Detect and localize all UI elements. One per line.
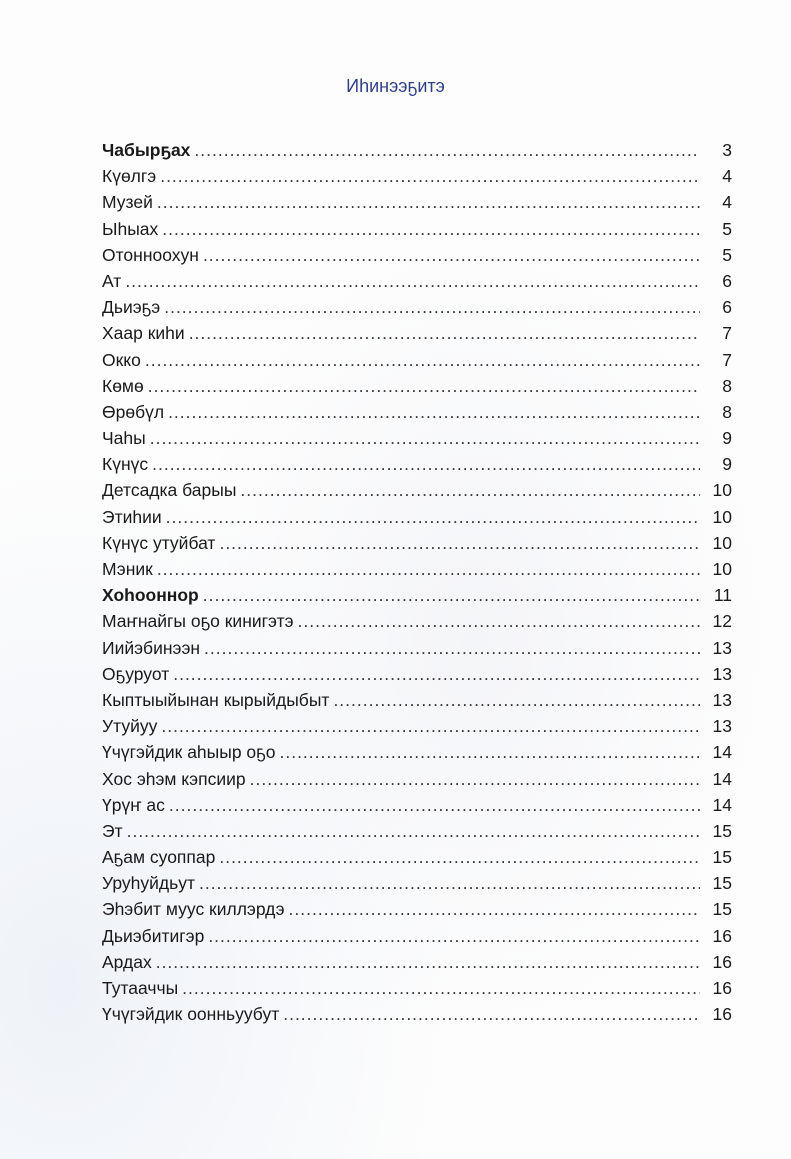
toc-page-number: 15: [712, 899, 732, 920]
toc-entry: [102, 611, 732, 637]
toc-section-entry: [102, 585, 732, 611]
toc-dot-leader: [194, 140, 700, 161]
toc-entry-label: Үчүгэйдик аһыыр оҕо: [102, 742, 276, 763]
toc-dot-leader: [208, 926, 700, 947]
toc-entry: [102, 245, 732, 271]
toc-dot-leader: [160, 166, 700, 187]
toc-entry: [102, 376, 732, 402]
toc-page-number: 16: [712, 951, 732, 972]
toc-entry: [102, 507, 732, 533]
toc-entry: [102, 690, 732, 716]
toc-page-number: 7: [722, 323, 732, 344]
toc-page-number: 16: [712, 925, 732, 946]
toc-entry: [102, 428, 732, 454]
toc-dot-leader: [283, 1004, 700, 1025]
toc-entry-label: Дьиэҕэ: [102, 297, 161, 318]
toc-entry-label: Иийэбинээн: [102, 637, 201, 658]
toc-page-number: 5: [722, 244, 732, 265]
toc-entry: [102, 821, 732, 847]
toc-dot-leader: [182, 978, 700, 999]
toc-entry-label: Күнүс утуйбат: [102, 532, 216, 553]
toc-dot-leader: [168, 402, 700, 423]
toc-page-number: 6: [722, 297, 732, 318]
toc-page-number: 11: [713, 585, 732, 606]
toc-entry: [102, 297, 732, 323]
toc-entry-label: Этиһии: [102, 506, 162, 527]
toc-entry-label: Мэник: [102, 559, 153, 579]
toc-page-number: 10: [712, 532, 732, 553]
toc-dot-leader: [145, 350, 700, 371]
toc-dot-leader: [127, 821, 700, 842]
toc-entry-label: Үчүгэйдик оонньуубут: [102, 1004, 280, 1025]
toc-dot-leader: [125, 271, 700, 292]
toc-entry-label: Дьиэбитигэр: [102, 925, 205, 946]
page-title: Иһинээҕитэ: [346, 76, 445, 96]
toc-dot-leader: [203, 585, 700, 606]
toc-page-number: 14: [712, 742, 732, 763]
toc-dot-leader: [189, 323, 700, 344]
toc-page-number: 8: [722, 401, 732, 422]
toc-page-number: 10: [712, 480, 732, 501]
toc-entry: [102, 952, 732, 978]
toc-entry-label: Эһэбит муус киллэрдэ: [102, 899, 285, 920]
toc-entry: [102, 559, 732, 585]
toc-dot-leader: [173, 664, 700, 685]
toc-dot-leader: [148, 376, 700, 397]
toc-dot-leader: [169, 795, 700, 816]
toc-entry: [102, 192, 732, 218]
toc-dot-leader: [279, 742, 700, 763]
toc-dot-leader: [166, 507, 700, 528]
toc-entry-label: Чабырҕах: [102, 140, 191, 160]
toc-page-number: 3: [722, 140, 732, 160]
toc-entry: [102, 166, 732, 192]
toc-page-number: 5: [722, 218, 732, 239]
toc-entry: [102, 402, 732, 428]
toc-dot-leader: [156, 952, 700, 973]
toc-entry: [102, 664, 732, 690]
toc-entry-label: Уруһуйдьут: [102, 873, 195, 894]
toc-entry-label: Маҥнайгы оҕо кинигэтэ: [102, 611, 294, 632]
toc-page-number: 16: [712, 978, 732, 998]
toc-entry-label: Оҕуруот: [102, 663, 170, 684]
toc-dot-leader: [203, 245, 700, 266]
toc-entry: [102, 978, 732, 1004]
toc-entry-label: Көмө: [102, 375, 144, 396]
toc-page-number: 15: [712, 873, 732, 894]
toc-dot-leader: [157, 192, 700, 213]
toc-entry-label: Ардах: [102, 951, 152, 972]
toc-dot-leader: [161, 716, 700, 737]
toc-page-number: 13: [712, 663, 732, 684]
toc-entry-label: Хоһооннор: [102, 585, 199, 606]
toc-page-number: 16: [712, 1004, 732, 1025]
toc-entry: [102, 795, 732, 821]
toc-entry-label: Эт: [102, 820, 123, 841]
toc-entry: [102, 742, 732, 768]
toc-entry: [102, 1004, 732, 1030]
toc-entry-label: Үрүҥ ас: [102, 794, 165, 815]
toc-page-number: 10: [712, 506, 732, 527]
toc-dot-leader: [219, 533, 700, 554]
toc-entry: [102, 873, 732, 899]
toc-entry-label: Окко: [102, 349, 141, 370]
toc-page-number: 13: [712, 637, 732, 658]
toc-entry: [102, 769, 732, 795]
toc-page-number: 6: [722, 270, 732, 291]
toc-entry-label: Отонноохун: [102, 244, 199, 265]
toc-entry: [102, 899, 732, 925]
toc-page-number: 9: [722, 428, 732, 449]
toc-entry-label: Хаар киһи: [102, 323, 185, 344]
toc-dot-leader: [289, 899, 700, 920]
toc-entry-label: Ат: [102, 270, 122, 291]
toc-dot-leader: [164, 297, 700, 318]
toc-page-number: 15: [712, 820, 732, 841]
toc-entry: [102, 716, 732, 742]
toc-entry: [102, 219, 732, 245]
toc-dot-leader: [204, 638, 700, 659]
toc-entry-label: Өрөбүл: [102, 401, 165, 422]
toc-entry: [102, 350, 732, 376]
toc-entry-label: Детсадка барыы: [102, 480, 237, 501]
toc-dot-leader: [333, 690, 700, 711]
toc-dot-leader: [152, 454, 700, 475]
toc-dot-leader: [150, 428, 700, 449]
toc-page-number: 8: [722, 375, 732, 396]
toc-page-number: 10: [712, 559, 732, 579]
toc-entry: [102, 454, 732, 480]
toc-entry: [102, 480, 732, 506]
toc-entry-label: Тутааччы: [102, 978, 179, 998]
table-of-contents: [102, 140, 732, 1030]
toc-page-number: 14: [712, 768, 732, 789]
toc-entry-label: Аҕам суоппар: [102, 847, 216, 868]
toc-dot-leader: [162, 219, 700, 240]
toc-entry-label: Күөлгэ: [102, 166, 157, 187]
toc-page-number: 12: [712, 611, 732, 632]
toc-page-number: 4: [722, 166, 732, 187]
toc-entry: [102, 847, 732, 873]
toc-entry-label: Хос эһэм кэпсиир: [102, 768, 246, 789]
toc-entry-label: Күнүс: [102, 454, 149, 475]
toc-entry: [102, 323, 732, 349]
toc-entry-label: Утуйуу: [102, 716, 158, 737]
toc-entry: [102, 638, 732, 664]
toc-page-number: 4: [722, 192, 732, 213]
toc-entry: [102, 533, 732, 559]
toc-dot-leader: [240, 480, 700, 501]
toc-entry: [102, 271, 732, 297]
toc-dot-leader: [298, 611, 700, 632]
toc-page-number: 9: [722, 454, 732, 475]
toc-entry-label: Чаһы: [102, 428, 146, 449]
toc-dot-leader: [219, 847, 700, 868]
toc-page-number: 7: [722, 349, 732, 370]
toc-section-entry: [102, 140, 732, 166]
toc-page-number: 13: [712, 689, 732, 710]
toc-entry-label: Ыһыах: [102, 218, 159, 239]
toc-dot-leader: [199, 873, 700, 894]
toc-page-number: 13: [712, 716, 732, 737]
toc-entry: [102, 926, 732, 952]
toc-dot-leader: [157, 559, 700, 580]
toc-page-number: 14: [712, 794, 732, 815]
toc-page-number: 15: [712, 847, 732, 868]
toc-dot-leader: [250, 769, 700, 790]
toc-entry-label: Музей: [102, 192, 153, 213]
toc-entry-label: Кыптыыйынан кырыйдыбыт: [102, 689, 330, 710]
